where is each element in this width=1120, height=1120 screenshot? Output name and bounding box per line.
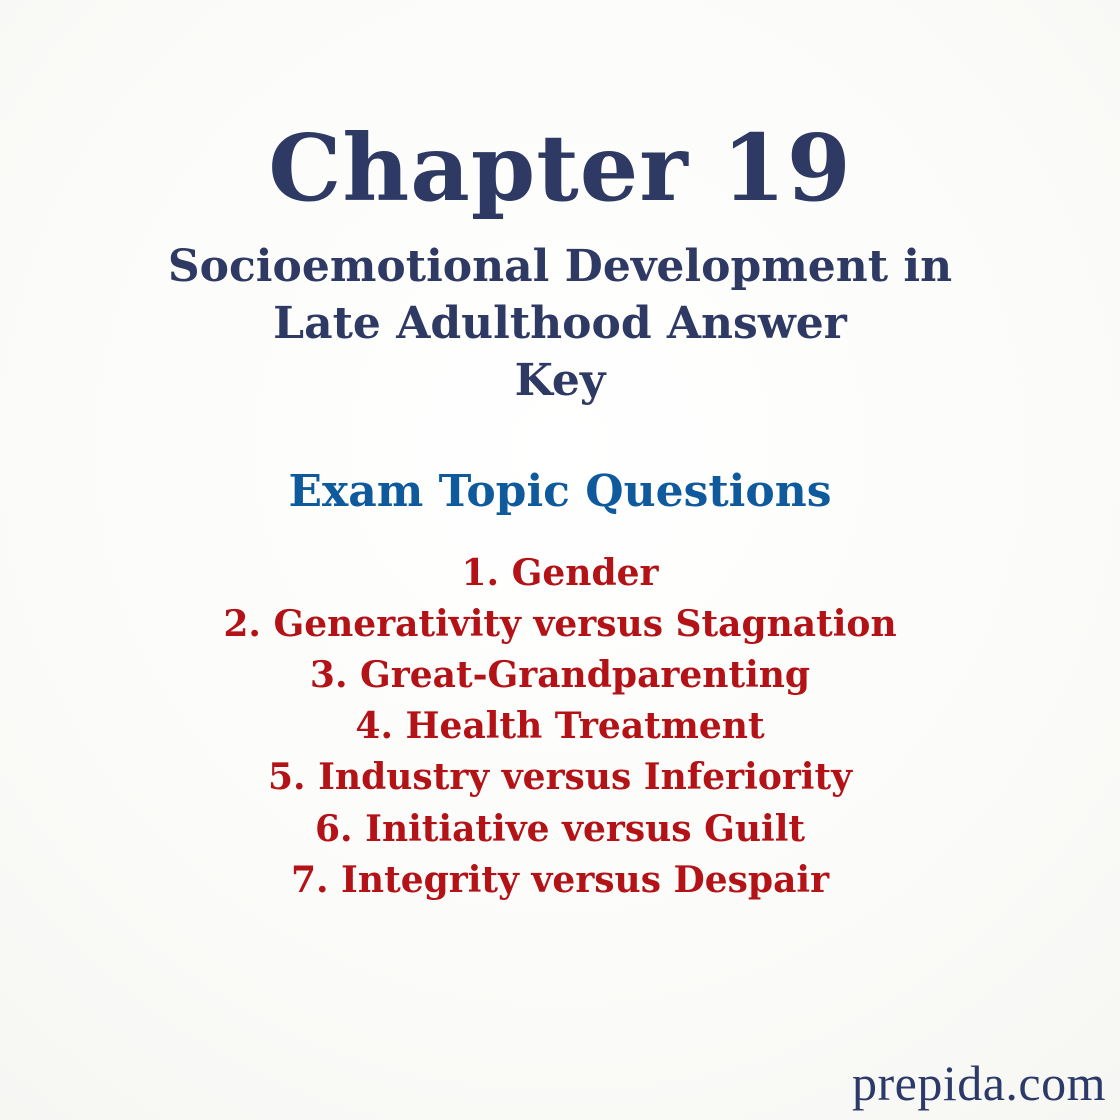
topic-list: [0, 548, 1120, 906]
topic-item: 6. Initiative versus Guilt: [314, 807, 806, 850]
chapter-subtitle: [0, 238, 1120, 410]
chapter-title: Chapter 19: [268, 114, 852, 222]
section-heading: Exam Topic Questions: [288, 466, 832, 517]
topic-item: 4. Health Treatment: [355, 705, 765, 748]
subtitle-line-1: Socioemotional Development in: [167, 241, 953, 292]
topic-item: 3. Great-Grandparenting: [309, 654, 811, 697]
topic-item: 1. Gender: [461, 552, 659, 594]
subtitle-line-2: Late Adulthood Answer: [273, 298, 847, 350]
subtitle-line-3: Key: [514, 355, 606, 407]
brand-watermark: prepida.com: [851, 1055, 1106, 1111]
topic-item: 7. Integrity versus Despair: [290, 858, 830, 901]
topic-item: 2. Generativity versus Stagnation: [223, 603, 897, 646]
topic-item: 5. Industry versus Inferiority: [267, 756, 853, 799]
